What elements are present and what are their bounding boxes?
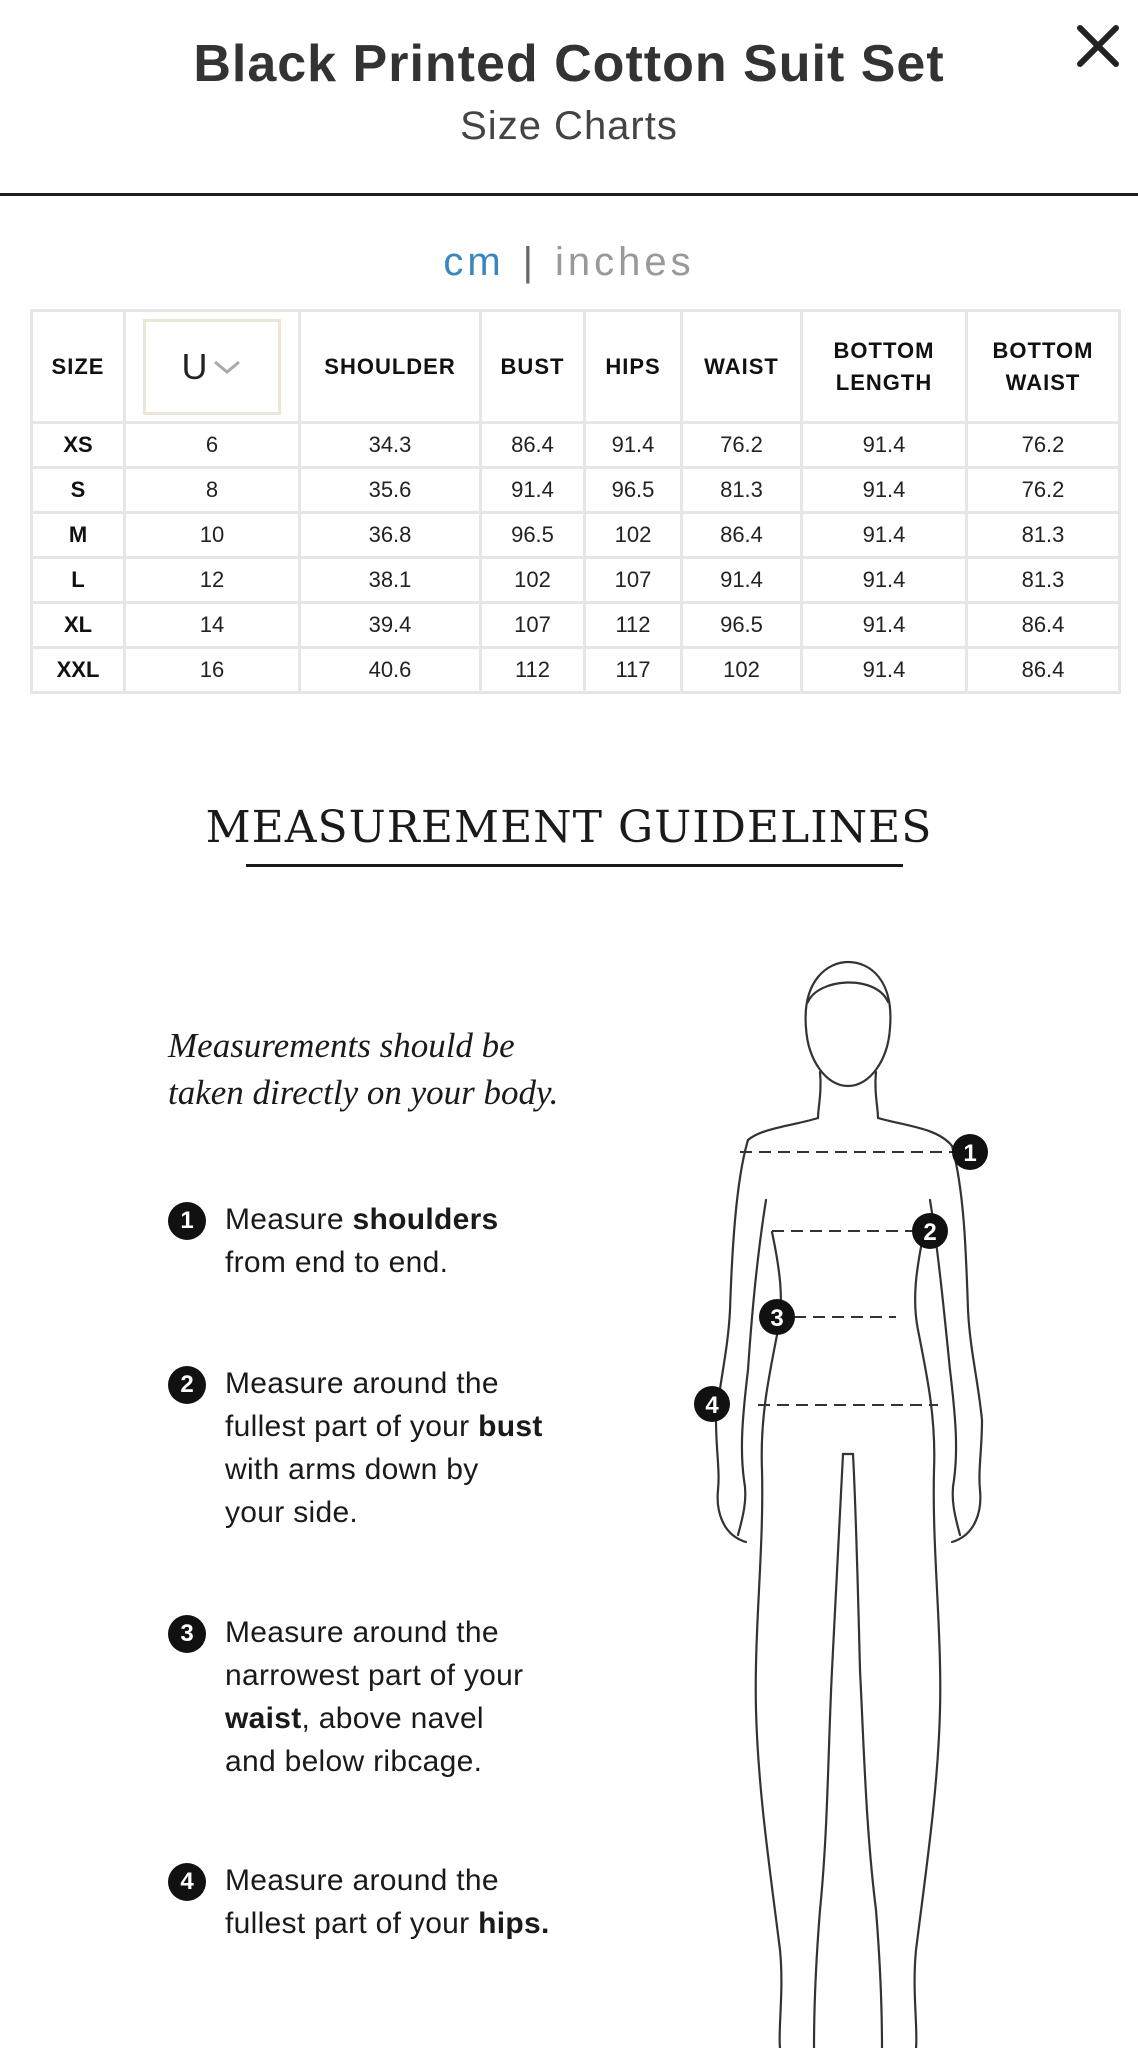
unit-inches-option[interactable]: inches — [555, 240, 695, 284]
product-title: Black Printed Cotton Suit Set — [193, 35, 945, 93]
cell-shoulder: 40.6 — [300, 648, 481, 693]
step-text: Measure around the fullest part of your bust with arms down by your side. — [225, 1367, 543, 1529]
cell-region: 10 — [125, 513, 300, 558]
cell-size: XXL — [32, 648, 125, 693]
cell-hips: 102 — [585, 513, 682, 558]
region-selected-value: U — [181, 345, 209, 387]
cell-shoulder: 35.6 — [300, 468, 481, 513]
step-text: Measure around the fullest part of your hips. — [225, 1864, 550, 1940]
col-size: SIZE — [32, 311, 125, 423]
cell-region: 16 — [125, 648, 300, 693]
table-header-row — [32, 311, 1120, 423]
cell-bust: 96.5 — [481, 513, 585, 558]
cell-waist: 96.5 — [682, 603, 802, 648]
cell-size: L — [32, 558, 125, 603]
cell-shoulder: 38.1 — [300, 558, 481, 603]
guidelines-intro: Measurements should be taken directly on your body. — [168, 1026, 559, 1112]
cell-bust: 112 — [481, 648, 585, 693]
col-bottom-waist: BOTTOM WAIST — [967, 311, 1120, 423]
svg-text:4: 4 — [705, 1392, 719, 1419]
col-bust: BUST — [481, 311, 585, 423]
cell-bottom-waist: 86.4 — [967, 603, 1120, 648]
table-row — [32, 468, 1120, 513]
cell-bottom-length: 91.4 — [802, 423, 967, 468]
cell-bottom-waist: 76.2 — [967, 423, 1120, 468]
col-shoulder: SHOULDER — [300, 311, 481, 423]
cell-bottom-length: 91.4 — [802, 648, 967, 693]
table-row — [32, 648, 1120, 693]
chevron-down-icon — [211, 357, 243, 377]
marker-2 — [912, 1213, 948, 1249]
cell-size: XL — [32, 603, 125, 648]
guideline-step-2 — [168, 1362, 638, 1534]
cell-bottom-length: 91.4 — [802, 513, 967, 558]
cell-size: XS — [32, 423, 125, 468]
svg-text:2: 2 — [923, 1219, 937, 1246]
cell-region: 12 — [125, 558, 300, 603]
marker-4 — [694, 1386, 730, 1422]
cell-bust: 91.4 — [481, 468, 585, 513]
cell-bottom-waist: 76.2 — [967, 468, 1120, 513]
cell-waist: 91.4 — [682, 558, 802, 603]
cell-size: S — [32, 468, 125, 513]
cell-waist: 102 — [682, 648, 802, 693]
table-row — [32, 558, 1120, 603]
col-waist: WAIST — [682, 311, 802, 423]
guideline-step-4 — [168, 1859, 638, 1945]
guideline-step-3 — [168, 1611, 638, 1783]
cell-waist: 81.3 — [682, 468, 802, 513]
close-button[interactable] — [1068, 16, 1128, 76]
cell-bust: 107 — [481, 603, 585, 648]
table-row — [32, 423, 1120, 468]
cell-hips: 117 — [585, 648, 682, 693]
close-icon — [1068, 16, 1128, 76]
table-row — [32, 603, 1120, 648]
unit-separator: | — [522, 240, 538, 284]
cell-bust: 86.4 — [481, 423, 585, 468]
cell-hips: 91.4 — [585, 423, 682, 468]
body-measurement-figure — [680, 950, 1040, 2048]
cell-bottom-length: 91.4 — [802, 558, 967, 603]
cell-shoulder: 36.8 — [300, 513, 481, 558]
size-charts-subtitle: Size Charts — [460, 104, 678, 148]
cell-shoulder: 39.4 — [300, 603, 481, 648]
cell-hips: 112 — [585, 603, 682, 648]
cell-waist: 86.4 — [682, 513, 802, 558]
col-region — [125, 311, 300, 423]
step-number-badge: 2 — [168, 1366, 206, 1404]
guideline-step-1 — [168, 1198, 638, 1284]
step-text: Measure around the narrowest part of your waist, above navel and below ribcage. — [225, 1616, 524, 1778]
svg-text:1: 1 — [963, 1140, 977, 1167]
body-outline-illustration — [680, 950, 1040, 2048]
unit-toggle — [0, 240, 1138, 285]
unit-cm-option[interactable]: cm — [443, 240, 505, 284]
marker-1 — [952, 1134, 988, 1170]
cell-waist: 76.2 — [682, 423, 802, 468]
cell-bottom-waist: 81.3 — [967, 558, 1120, 603]
step-text: Measure shoulders from end to end. — [225, 1203, 499, 1279]
cell-region: 8 — [125, 468, 300, 513]
size-chart-table — [30, 309, 1121, 694]
cell-bottom-waist: 86.4 — [967, 648, 1120, 693]
heading-underline — [246, 864, 903, 867]
col-bottom-length: BOTTOM LENGTH — [802, 311, 967, 423]
measurement-guidelines-heading: MEASUREMENT GUIDELINES — [205, 802, 933, 853]
cell-bottom-waist: 81.3 — [967, 513, 1120, 558]
step-number-badge: 1 — [168, 1202, 206, 1240]
cell-hips: 96.5 — [585, 468, 682, 513]
step-number-badge: 3 — [168, 1615, 206, 1653]
step-number-badge: 4 — [168, 1863, 206, 1901]
modal-header — [0, 0, 1138, 196]
cell-shoulder: 34.3 — [300, 423, 481, 468]
cell-region: 14 — [125, 603, 300, 648]
svg-text:3: 3 — [770, 1305, 784, 1332]
col-hips: HIPS — [585, 311, 682, 423]
cell-bottom-length: 91.4 — [802, 603, 967, 648]
cell-bottom-length: 91.4 — [802, 468, 967, 513]
cell-hips: 107 — [585, 558, 682, 603]
region-dropdown[interactable] — [143, 319, 281, 415]
table-row — [32, 513, 1120, 558]
marker-3 — [759, 1299, 795, 1335]
cell-bust: 102 — [481, 558, 585, 603]
cell-region: 6 — [125, 423, 300, 468]
cell-size: M — [32, 513, 125, 558]
